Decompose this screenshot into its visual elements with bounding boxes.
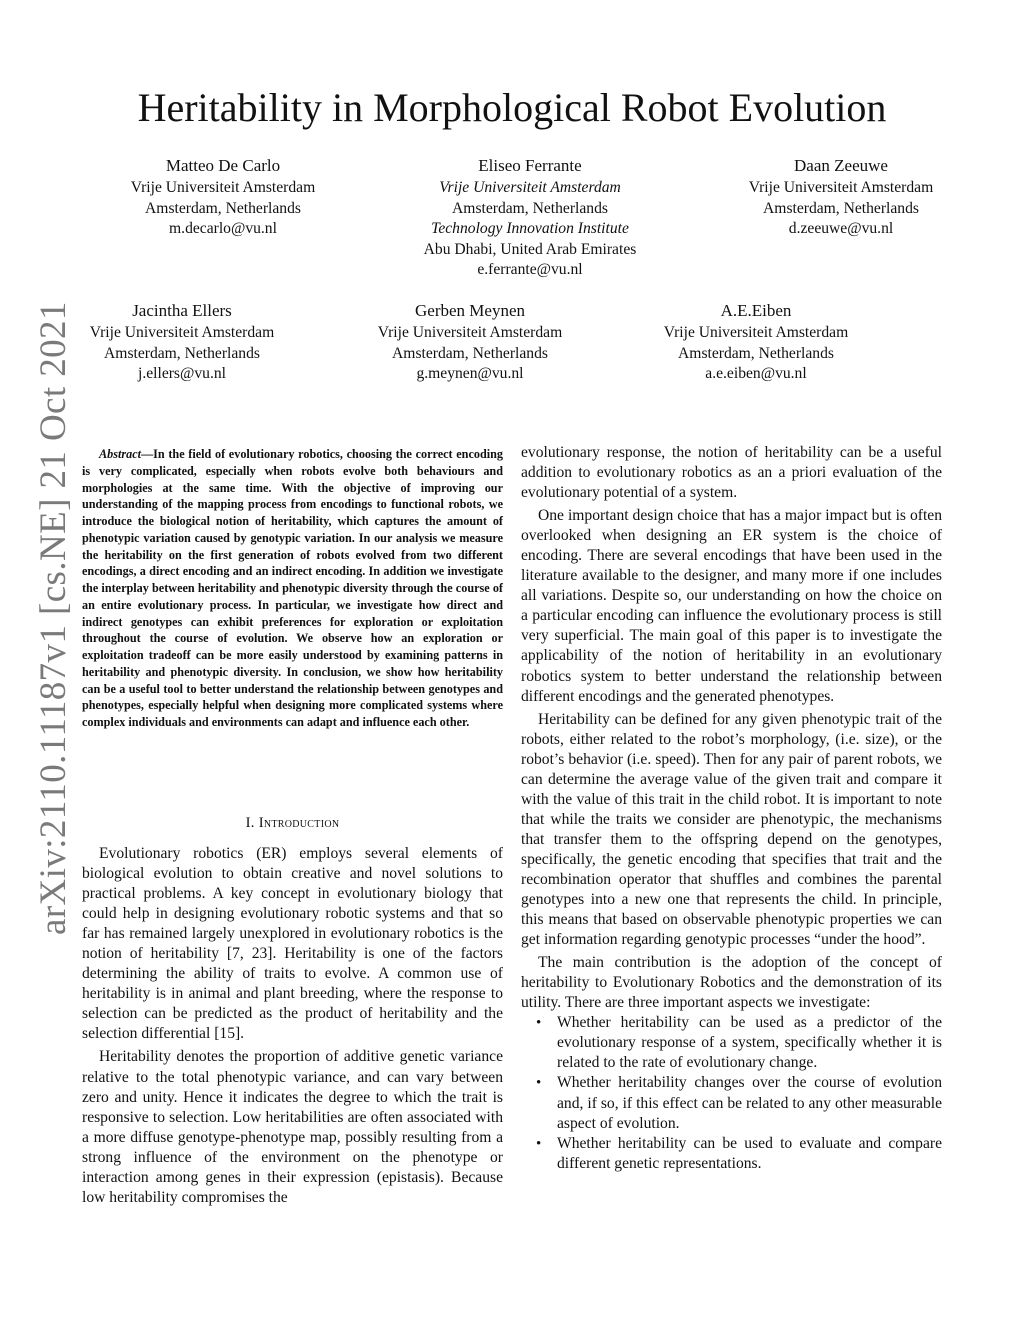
author-affiliation: Vrije Universiteit Amsterdam xyxy=(439,179,621,196)
author-block xyxy=(123,155,323,240)
author-location: Amsterdam, Netherlands xyxy=(678,344,834,362)
author-affiliation-secondary: Technology Innovation Institute xyxy=(431,220,629,238)
abstract-text: —In the field of evolutionary robotics, choosing the correct encoding is very complicated, especially when robots evolve both behaviours and morphologies at the same time. With the objective of improving our understanding of the mapping process from encodings to functional robots, we introduce the biological notion of heritability, which captures the amount of phenotypic variation caused by genotypic variation. In our analysis we measure the heritability on the first generation of robots evolved from two different encodings, a direct encoding and an indirect encoding. In addition we investigate the interplay between heritability and phenotypic diversity through the course of an entire evolutionary process. In particular, we investigate how direct and indirect genotypes can exhibit preferences for exploration or exploitation throughout the course of evolution. We observe how an exploration or exploitation tradeoff can be more easily understood by examining patterns in heritability and phenotypic diversity. In conclusion, we show how heritability can be a useful tool to better understand the relationship between genotypes and phenotypes, especially helpful when designing more complicated systems where complex individuals and environments can adapt and influence each other. xyxy=(82,447,503,729)
bullet-icon: • xyxy=(536,1015,542,1032)
author-affiliation: Vrije Universiteit Amsterdam xyxy=(663,324,849,341)
author-name: Eliseo Ferrante xyxy=(478,156,582,175)
bullet-icon: • xyxy=(536,1135,542,1152)
section-title: Introduction xyxy=(258,815,340,831)
author-email: d.zeeuwe@vu.nl xyxy=(788,220,894,238)
list-item xyxy=(521,1134,942,1174)
author-name: Matteo De Carlo xyxy=(165,156,281,175)
list-item xyxy=(521,1013,942,1073)
contribution-list xyxy=(521,1013,942,1173)
arxiv-identifier: arXiv:2110.11187v1 [cs.NE] 21 Oct 2021 xyxy=(33,301,74,935)
author-location: Amsterdam, Netherlands xyxy=(104,344,260,362)
author-block xyxy=(656,300,856,385)
body-paragraph: Evolutionary robotics (ER) employs several elements of biological evolution to obtain creative and novel solutions to practical problems. A key concept in evolutionary biology that could help in designing evolutionary robotic systems and that so far has remained largely unexplored in evolutionary robotics is the notion of heritability [7, 23]. Heritability is one of the factors determining the ability of traits to evolve. A common use of heritability is in animal and plant breeding, where the response to selection can be predicted as the product of heritability and the selection differential [15]. xyxy=(82,845,503,1043)
author-name: Daan Zeeuwe xyxy=(794,156,888,175)
author-location-secondary: Abu Dhabi, United Arab Emirates xyxy=(423,240,637,258)
author-name: Jacintha Ellers xyxy=(132,301,232,320)
list-item-text: Whether heritability can be used to evaluate and compare different genetic representations. xyxy=(557,1134,942,1172)
body-paragraph: One important design choice that has a major impact but is often overlooked when designing an ER system is the choice of encoding. There are several encodings that have been used in the literature available to the designer, and many more if one includes all variations. Despite so, our understanding on how the choice on a particular encoding can influence the evolutionary process is still very superficial. The main goal of this paper is to investigate the applicability of the notion of heritability in an evolutionary robotics system to better understand the relationship between different encodings and the generated phenotypes. xyxy=(521,507,942,705)
list-item-text: Whether heritability changes over the course of evolution and, if so, if this effect can be related to any other measurable aspect of evolution. xyxy=(557,1074,942,1132)
body-paragraph: evolutionary response, the notion of heritability can be a useful addition to evolutionary robotics as an a priori evaluation of the evolutionary potential of a system. xyxy=(521,444,942,502)
author-location: Amsterdam, Netherlands xyxy=(145,199,301,217)
body-paragraph: Heritability can be defined for any given phenotypic trait of the robots, either related to the robot’s morphology, (i.e. size), or the robot’s behavior (i.e. speed). Then for any pair of parent robots, we can determine the average value of the given trait and compare it with the value of this trait in the child robot. It is important to note that while the traits we consider are phenotypic, the mechanisms that transfer them to the offspring depend on the genotypes, specifically, the genetic encoding that specifies that trait and the recombination operator that shuffles and combines the parental genotypes into a new one that represents the child. In principle, this means that based on observable phenotypic properties we can get information regarding genotypic processes “under the hood”. xyxy=(521,710,942,949)
author-email: a.e.eiben@vu.nl xyxy=(705,365,807,383)
list-item xyxy=(521,1073,942,1133)
author-block xyxy=(82,300,282,385)
author-location: Amsterdam, Netherlands xyxy=(392,344,548,362)
author-block xyxy=(370,300,570,385)
author-email: g.meynen@vu.nl xyxy=(416,365,524,383)
section-heading xyxy=(82,815,503,832)
paper-title: Heritability in Morphological Robot Evolution xyxy=(137,85,887,130)
body-paragraph: Heritability denotes the proportion of additive genetic variance relative to the total phenotypic variance, and can vary between zero and unity. Hence it indicates the degree to which the trait is responsive to selection. Low heritabilities are often associated with a more diffuse genotype-phenotype map, possibly resulting from a strong influence of the environment on the phenotype or interaction among genes in their expression (epistasis). Because low heritability compromises the xyxy=(82,1048,503,1206)
author-block xyxy=(741,155,941,240)
author-name: Gerben Meynen xyxy=(415,301,525,320)
left-column-body xyxy=(82,844,503,1208)
author-affiliation: Vrije Universiteit Amsterdam xyxy=(377,324,563,341)
author-block xyxy=(410,155,650,281)
bullet-icon: • xyxy=(536,1075,542,1092)
list-item-text: Whether heritability can be used as a predictor of the evolutionary response of a system, specifically whether it is related to the rate of evolutionary change. xyxy=(557,1014,942,1072)
abstract-label: Abstract xyxy=(99,447,141,461)
author-affiliation: Vrije Universiteit Amsterdam xyxy=(89,324,275,341)
author-affiliation: Vrije Universiteit Amsterdam xyxy=(748,179,934,196)
abstract xyxy=(82,446,503,731)
author-location: Amsterdam, Netherlands xyxy=(452,199,608,217)
author-name: A.E.Eiben xyxy=(720,301,792,320)
author-email: e.ferrante@vu.nl xyxy=(477,261,583,279)
author-affiliation: Vrije Universiteit Amsterdam xyxy=(130,179,316,196)
author-email: m.decarlo@vu.nl xyxy=(169,220,277,238)
body-paragraph: The main contribution is the adoption of the concept of heritability to Evolutionary Robotics and the demonstration of its utility. There are three important aspects we investigate: xyxy=(521,954,942,1012)
section-number: I. xyxy=(245,815,255,831)
right-column-body xyxy=(521,443,942,1174)
author-email: j.ellers@vu.nl xyxy=(138,365,226,383)
author-location: Amsterdam, Netherlands xyxy=(763,199,919,217)
